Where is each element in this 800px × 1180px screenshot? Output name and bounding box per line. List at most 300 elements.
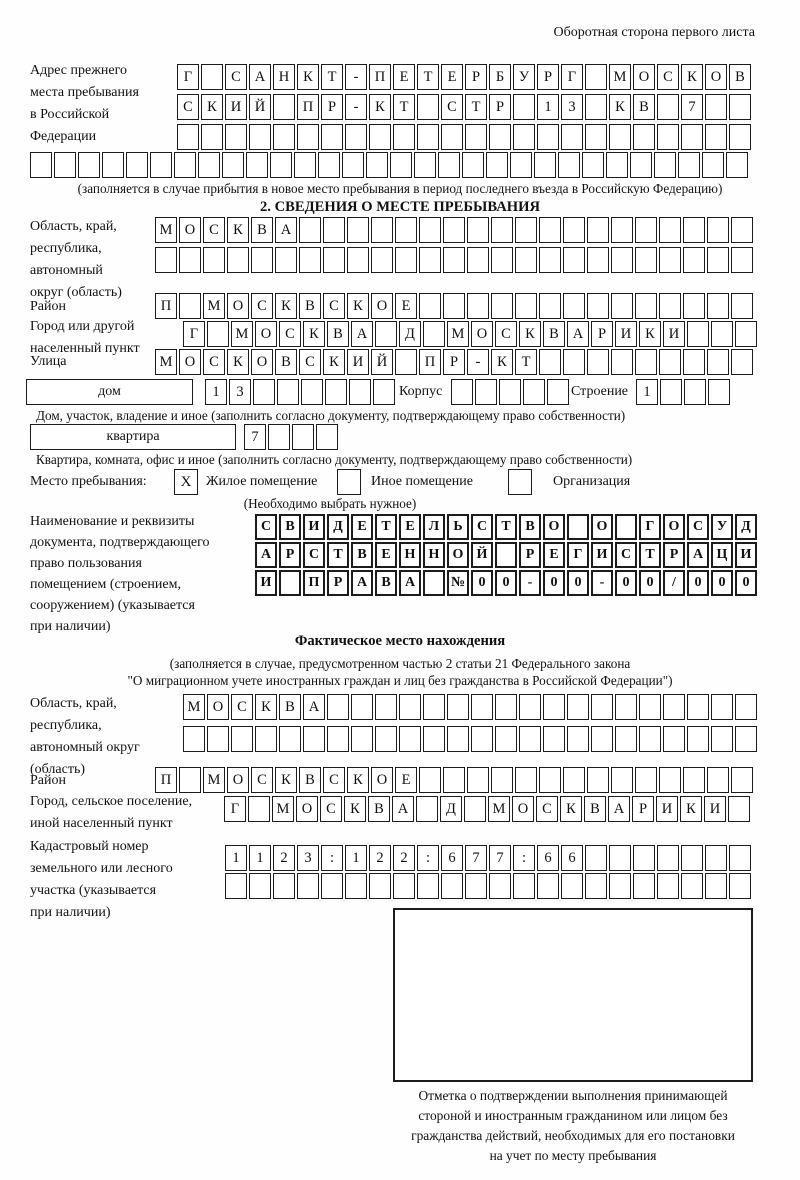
- char-cell[interactable]: [609, 124, 631, 150]
- char-cell[interactable]: В: [633, 94, 655, 120]
- char-cell[interactable]: [499, 379, 521, 405]
- document-row-3[interactable]: [255, 570, 757, 596]
- char-cell[interactable]: Й: [471, 542, 493, 568]
- char-cell[interactable]: [441, 873, 463, 899]
- char-cell[interactable]: [225, 873, 247, 899]
- char-cell[interactable]: [443, 293, 465, 319]
- char-cell[interactable]: [150, 152, 172, 178]
- char-cell[interactable]: [491, 767, 513, 793]
- al-district-row[interactable]: [155, 767, 753, 793]
- prev-address-row-1[interactable]: [177, 64, 751, 90]
- char-cell[interactable]: Р: [663, 542, 685, 568]
- char-cell[interactable]: [519, 726, 541, 752]
- char-cell[interactable]: А: [392, 796, 414, 822]
- char-cell[interactable]: [375, 694, 397, 720]
- char-cell[interactable]: И: [591, 542, 613, 568]
- char-cell[interactable]: [611, 293, 633, 319]
- char-cell[interactable]: У: [513, 64, 535, 90]
- char-cell[interactable]: [609, 845, 631, 871]
- char-cell[interactable]: Т: [393, 94, 415, 120]
- char-cell[interactable]: [467, 767, 489, 793]
- char-cell[interactable]: [347, 247, 369, 273]
- char-cell[interactable]: [726, 152, 748, 178]
- char-cell[interactable]: [351, 694, 373, 720]
- char-cell[interactable]: [513, 873, 535, 899]
- char-cell[interactable]: [249, 873, 271, 899]
- char-cell[interactable]: С: [251, 293, 273, 319]
- char-cell[interactable]: Н: [423, 542, 445, 568]
- char-cell[interactable]: [471, 726, 493, 752]
- char-cell[interactable]: [373, 379, 395, 405]
- char-cell[interactable]: [471, 694, 493, 720]
- char-cell[interactable]: [467, 217, 489, 243]
- char-cell[interactable]: Г: [177, 64, 199, 90]
- char-cell[interactable]: [729, 873, 751, 899]
- char-cell[interactable]: К: [347, 293, 369, 319]
- char-cell[interactable]: [294, 152, 316, 178]
- char-cell[interactable]: Т: [639, 542, 661, 568]
- char-cell[interactable]: [417, 124, 439, 150]
- char-cell[interactable]: [657, 845, 679, 871]
- char-cell[interactable]: [563, 293, 585, 319]
- char-cell[interactable]: М: [155, 349, 177, 375]
- char-cell[interactable]: Е: [395, 293, 417, 319]
- char-cell[interactable]: [523, 379, 545, 405]
- char-cell[interactable]: [633, 124, 655, 150]
- char-cell[interactable]: Р: [443, 349, 465, 375]
- char-cell[interactable]: 0: [567, 570, 589, 596]
- char-cell[interactable]: К: [303, 321, 325, 347]
- char-cell[interactable]: /: [663, 570, 685, 596]
- char-cell[interactable]: [297, 873, 319, 899]
- char-cell[interactable]: [731, 293, 753, 319]
- char-cell[interactable]: [707, 217, 729, 243]
- char-cell[interactable]: А: [303, 694, 325, 720]
- char-cell[interactable]: М: [231, 321, 253, 347]
- char-cell[interactable]: [633, 873, 655, 899]
- char-cell[interactable]: [519, 694, 541, 720]
- char-cell[interactable]: С: [687, 514, 709, 540]
- char-cell[interactable]: [486, 152, 508, 178]
- char-cell[interactable]: [316, 424, 338, 450]
- char-cell[interactable]: [683, 293, 705, 319]
- char-cell[interactable]: [683, 349, 705, 375]
- char-cell[interactable]: [611, 349, 633, 375]
- char-cell[interactable]: М: [447, 321, 469, 347]
- char-cell[interactable]: А: [249, 64, 271, 90]
- char-cell[interactable]: -: [591, 570, 613, 596]
- char-cell[interactable]: К: [227, 217, 249, 243]
- char-cell[interactable]: [547, 379, 569, 405]
- char-cell[interactable]: М: [272, 796, 294, 822]
- char-cell[interactable]: Е: [375, 542, 397, 568]
- char-cell[interactable]: [321, 124, 343, 150]
- char-cell[interactable]: В: [275, 349, 297, 375]
- char-cell[interactable]: [102, 152, 124, 178]
- char-cell[interactable]: О: [296, 796, 318, 822]
- char-cell[interactable]: 2: [393, 845, 415, 871]
- char-cell[interactable]: [510, 152, 532, 178]
- s2-district-row[interactable]: [155, 293, 753, 319]
- char-cell[interactable]: [447, 726, 469, 752]
- char-cell[interactable]: [657, 94, 679, 120]
- char-cell[interactable]: [729, 124, 751, 150]
- char-cell[interactable]: В: [584, 796, 606, 822]
- char-cell[interactable]: [451, 379, 473, 405]
- char-cell[interactable]: Р: [279, 542, 301, 568]
- char-cell[interactable]: [635, 293, 657, 319]
- char-cell[interactable]: О: [227, 293, 249, 319]
- char-cell[interactable]: [54, 152, 76, 178]
- char-cell[interactable]: А: [255, 542, 277, 568]
- char-cell[interactable]: 3: [561, 94, 583, 120]
- char-cell[interactable]: [735, 321, 757, 347]
- apartment-type-box[interactable]: квартира: [30, 424, 236, 450]
- char-cell[interactable]: [659, 247, 681, 273]
- char-cell[interactable]: [318, 152, 340, 178]
- char-cell[interactable]: С: [203, 349, 225, 375]
- char-cell[interactable]: [393, 873, 415, 899]
- char-cell[interactable]: [539, 293, 561, 319]
- char-cell[interactable]: [325, 379, 347, 405]
- char-cell[interactable]: Н: [273, 64, 295, 90]
- char-cell[interactable]: [303, 726, 325, 752]
- char-cell[interactable]: [207, 726, 229, 752]
- char-cell[interactable]: О: [179, 349, 201, 375]
- char-cell[interactable]: Т: [327, 542, 349, 568]
- char-cell[interactable]: К: [681, 64, 703, 90]
- char-cell[interactable]: [443, 247, 465, 273]
- prev-address-row-3[interactable]: [177, 124, 751, 150]
- char-cell[interactable]: [606, 152, 628, 178]
- char-cell[interactable]: [345, 873, 367, 899]
- char-cell[interactable]: [635, 349, 657, 375]
- char-cell[interactable]: [630, 152, 652, 178]
- char-cell[interactable]: [251, 247, 273, 273]
- char-cell[interactable]: [561, 124, 583, 150]
- char-cell[interactable]: Ц: [711, 542, 733, 568]
- char-cell[interactable]: [711, 694, 733, 720]
- apartment-number-row[interactable]: [244, 424, 338, 450]
- char-cell[interactable]: Е: [395, 767, 417, 793]
- char-cell[interactable]: [702, 152, 724, 178]
- char-cell[interactable]: [705, 94, 727, 120]
- char-cell[interactable]: [467, 247, 489, 273]
- char-cell[interactable]: [327, 726, 349, 752]
- char-cell[interactable]: [563, 767, 585, 793]
- char-cell[interactable]: 1: [345, 845, 367, 871]
- char-cell[interactable]: [563, 247, 585, 273]
- char-cell[interactable]: [582, 152, 604, 178]
- char-cell[interactable]: Р: [537, 64, 559, 90]
- char-cell[interactable]: А: [567, 321, 589, 347]
- char-cell[interactable]: Г: [567, 542, 589, 568]
- char-cell[interactable]: Г: [561, 64, 583, 90]
- char-cell[interactable]: [441, 124, 463, 150]
- char-cell[interactable]: [585, 873, 607, 899]
- char-cell[interactable]: [366, 152, 388, 178]
- char-cell[interactable]: О: [371, 767, 393, 793]
- char-cell[interactable]: 1: [205, 379, 227, 405]
- char-cell[interactable]: С: [323, 767, 345, 793]
- char-cell[interactable]: [659, 293, 681, 319]
- char-cell[interactable]: [321, 873, 343, 899]
- char-cell[interactable]: [585, 64, 607, 90]
- char-cell[interactable]: [543, 726, 565, 752]
- char-cell[interactable]: Т: [417, 64, 439, 90]
- char-cell[interactable]: [707, 767, 729, 793]
- char-cell[interactable]: 0: [687, 570, 709, 596]
- char-cell[interactable]: [273, 873, 295, 899]
- char-cell[interactable]: [443, 217, 465, 243]
- char-cell[interactable]: [390, 152, 412, 178]
- korpus-row[interactable]: [451, 379, 569, 405]
- char-cell[interactable]: И: [656, 796, 678, 822]
- char-cell[interactable]: [177, 124, 199, 150]
- char-cell[interactable]: [393, 124, 415, 150]
- char-cell[interactable]: П: [155, 767, 177, 793]
- char-cell[interactable]: О: [251, 349, 273, 375]
- char-cell[interactable]: 7: [489, 845, 511, 871]
- char-cell[interactable]: [207, 321, 229, 347]
- char-cell[interactable]: -: [345, 94, 367, 120]
- char-cell[interactable]: М: [203, 293, 225, 319]
- char-cell[interactable]: [707, 247, 729, 273]
- char-cell[interactable]: С: [203, 217, 225, 243]
- char-cell[interactable]: [659, 349, 681, 375]
- char-cell[interactable]: [417, 873, 439, 899]
- char-cell[interactable]: [561, 873, 583, 899]
- char-cell[interactable]: [495, 694, 517, 720]
- char-cell[interactable]: [231, 726, 253, 752]
- char-cell[interactable]: О: [633, 64, 655, 90]
- char-cell[interactable]: Г: [183, 321, 205, 347]
- char-cell[interactable]: 7: [244, 424, 266, 450]
- char-cell[interactable]: А: [351, 570, 373, 596]
- char-cell[interactable]: М: [183, 694, 205, 720]
- document-row-2[interactable]: [255, 542, 757, 568]
- char-cell[interactable]: [615, 726, 637, 752]
- char-cell[interactable]: [246, 152, 268, 178]
- char-cell[interactable]: [513, 124, 535, 150]
- char-cell[interactable]: [268, 424, 290, 450]
- char-cell[interactable]: С: [657, 64, 679, 90]
- char-cell[interactable]: К: [369, 94, 391, 120]
- al-city-row[interactable]: [224, 796, 750, 822]
- char-cell[interactable]: М: [203, 767, 225, 793]
- char-cell[interactable]: [705, 845, 727, 871]
- char-cell[interactable]: Р: [519, 542, 541, 568]
- s2-city-row[interactable]: [183, 321, 757, 347]
- char-cell[interactable]: [711, 726, 733, 752]
- char-cell[interactable]: [395, 349, 417, 375]
- char-cell[interactable]: Е: [399, 514, 421, 540]
- char-cell[interactable]: [611, 217, 633, 243]
- char-cell[interactable]: [345, 124, 367, 150]
- char-cell[interactable]: [539, 247, 561, 273]
- char-cell[interactable]: [30, 152, 52, 178]
- char-cell[interactable]: [323, 217, 345, 243]
- char-cell[interactable]: [563, 217, 585, 243]
- char-cell[interactable]: [539, 217, 561, 243]
- stroenie-row[interactable]: [636, 379, 730, 405]
- char-cell[interactable]: Р: [465, 64, 487, 90]
- char-cell[interactable]: [273, 94, 295, 120]
- char-cell[interactable]: А: [275, 217, 297, 243]
- char-cell[interactable]: :: [417, 845, 439, 871]
- char-cell[interactable]: [270, 152, 292, 178]
- char-cell[interactable]: [515, 217, 537, 243]
- char-cell[interactable]: [179, 293, 201, 319]
- char-cell[interactable]: А: [687, 542, 709, 568]
- char-cell[interactable]: [635, 217, 657, 243]
- char-cell[interactable]: [423, 726, 445, 752]
- char-cell[interactable]: [639, 694, 661, 720]
- char-cell[interactable]: [126, 152, 148, 178]
- char-cell[interactable]: [375, 726, 397, 752]
- char-cell[interactable]: О: [179, 217, 201, 243]
- char-cell[interactable]: 7: [681, 94, 703, 120]
- house-number-row[interactable]: [205, 379, 395, 405]
- char-cell[interactable]: [611, 247, 633, 273]
- char-cell[interactable]: [347, 217, 369, 243]
- char-cell[interactable]: [371, 217, 393, 243]
- char-cell[interactable]: А: [351, 321, 373, 347]
- char-cell[interactable]: [681, 873, 703, 899]
- char-cell[interactable]: [563, 349, 585, 375]
- char-cell[interactable]: [587, 767, 609, 793]
- char-cell[interactable]: [255, 726, 277, 752]
- char-cell[interactable]: [515, 767, 537, 793]
- char-cell[interactable]: М: [488, 796, 510, 822]
- char-cell[interactable]: [297, 124, 319, 150]
- char-cell[interactable]: И: [255, 570, 277, 596]
- char-cell[interactable]: [395, 217, 417, 243]
- char-cell[interactable]: [728, 796, 750, 822]
- char-cell[interactable]: 6: [561, 845, 583, 871]
- char-cell[interactable]: [684, 379, 706, 405]
- char-cell[interactable]: 6: [537, 845, 559, 871]
- char-cell[interactable]: [495, 542, 517, 568]
- s2-region-row-2[interactable]: [155, 247, 753, 273]
- char-cell[interactable]: [395, 247, 417, 273]
- char-cell[interactable]: И: [347, 349, 369, 375]
- char-cell[interactable]: В: [543, 321, 565, 347]
- char-cell[interactable]: Е: [351, 514, 373, 540]
- char-cell[interactable]: [731, 767, 753, 793]
- char-cell[interactable]: К: [680, 796, 702, 822]
- char-cell[interactable]: [683, 217, 705, 243]
- char-cell[interactable]: К: [491, 349, 513, 375]
- char-cell[interactable]: 0: [615, 570, 637, 596]
- char-cell[interactable]: Р: [632, 796, 654, 822]
- char-cell[interactable]: 2: [369, 845, 391, 871]
- char-cell[interactable]: С: [225, 64, 247, 90]
- char-cell[interactable]: П: [155, 293, 177, 319]
- char-cell[interactable]: О: [371, 293, 393, 319]
- char-cell[interactable]: [438, 152, 460, 178]
- char-cell[interactable]: К: [519, 321, 541, 347]
- char-cell[interactable]: [279, 570, 301, 596]
- char-cell[interactable]: Т: [375, 514, 397, 540]
- char-cell[interactable]: [587, 247, 609, 273]
- char-cell[interactable]: [465, 873, 487, 899]
- char-cell[interactable]: В: [279, 514, 301, 540]
- char-cell[interactable]: Р: [591, 321, 613, 347]
- char-cell[interactable]: :: [321, 845, 343, 871]
- char-cell[interactable]: С: [441, 94, 463, 120]
- char-cell[interactable]: А: [399, 570, 421, 596]
- char-cell[interactable]: [183, 726, 205, 752]
- char-cell[interactable]: В: [251, 217, 273, 243]
- char-cell[interactable]: -: [345, 64, 367, 90]
- char-cell[interactable]: [467, 293, 489, 319]
- char-cell[interactable]: [681, 845, 703, 871]
- char-cell[interactable]: [301, 379, 323, 405]
- char-cell[interactable]: [179, 767, 201, 793]
- char-cell[interactable]: [729, 94, 751, 120]
- char-cell[interactable]: [464, 796, 486, 822]
- char-cell[interactable]: Е: [543, 542, 565, 568]
- char-cell[interactable]: [567, 514, 589, 540]
- char-cell[interactable]: [423, 570, 445, 596]
- char-cell[interactable]: П: [297, 94, 319, 120]
- char-cell[interactable]: Т: [465, 94, 487, 120]
- char-cell[interactable]: [587, 293, 609, 319]
- char-cell[interactable]: [417, 94, 439, 120]
- char-cell[interactable]: [567, 694, 589, 720]
- char-cell[interactable]: С: [536, 796, 558, 822]
- char-cell[interactable]: [419, 247, 441, 273]
- char-cell[interactable]: О: [227, 767, 249, 793]
- char-cell[interactable]: О: [543, 514, 565, 540]
- char-cell[interactable]: [681, 124, 703, 150]
- char-cell[interactable]: [657, 873, 679, 899]
- char-cell[interactable]: [419, 767, 441, 793]
- char-cell[interactable]: [539, 349, 561, 375]
- char-cell[interactable]: [78, 152, 100, 178]
- char-cell[interactable]: [591, 694, 613, 720]
- char-cell[interactable]: [660, 379, 682, 405]
- char-cell[interactable]: [735, 726, 757, 752]
- char-cell[interactable]: [585, 94, 607, 120]
- char-cell[interactable]: [248, 796, 270, 822]
- char-cell[interactable]: [416, 796, 438, 822]
- char-cell[interactable]: О: [207, 694, 229, 720]
- char-cell[interactable]: [687, 694, 709, 720]
- char-cell[interactable]: С: [615, 542, 637, 568]
- char-cell[interactable]: [707, 349, 729, 375]
- char-cell[interactable]: П: [419, 349, 441, 375]
- char-cell[interactable]: К: [609, 94, 631, 120]
- al-region-row-2[interactable]: [183, 726, 757, 752]
- char-cell[interactable]: [558, 152, 580, 178]
- char-cell[interactable]: Б: [489, 64, 511, 90]
- char-cell[interactable]: Р: [321, 94, 343, 120]
- char-cell[interactable]: К: [639, 321, 661, 347]
- document-row-1[interactable]: [255, 514, 757, 540]
- char-cell[interactable]: М: [155, 217, 177, 243]
- char-cell[interactable]: К: [297, 64, 319, 90]
- cadastre-row-2[interactable]: [225, 873, 751, 899]
- char-cell[interactable]: [227, 247, 249, 273]
- char-cell[interactable]: [371, 247, 393, 273]
- char-cell[interactable]: В: [299, 293, 321, 319]
- char-cell[interactable]: [491, 293, 513, 319]
- char-cell[interactable]: [515, 247, 537, 273]
- char-cell[interactable]: [292, 424, 314, 450]
- char-cell[interactable]: [543, 694, 565, 720]
